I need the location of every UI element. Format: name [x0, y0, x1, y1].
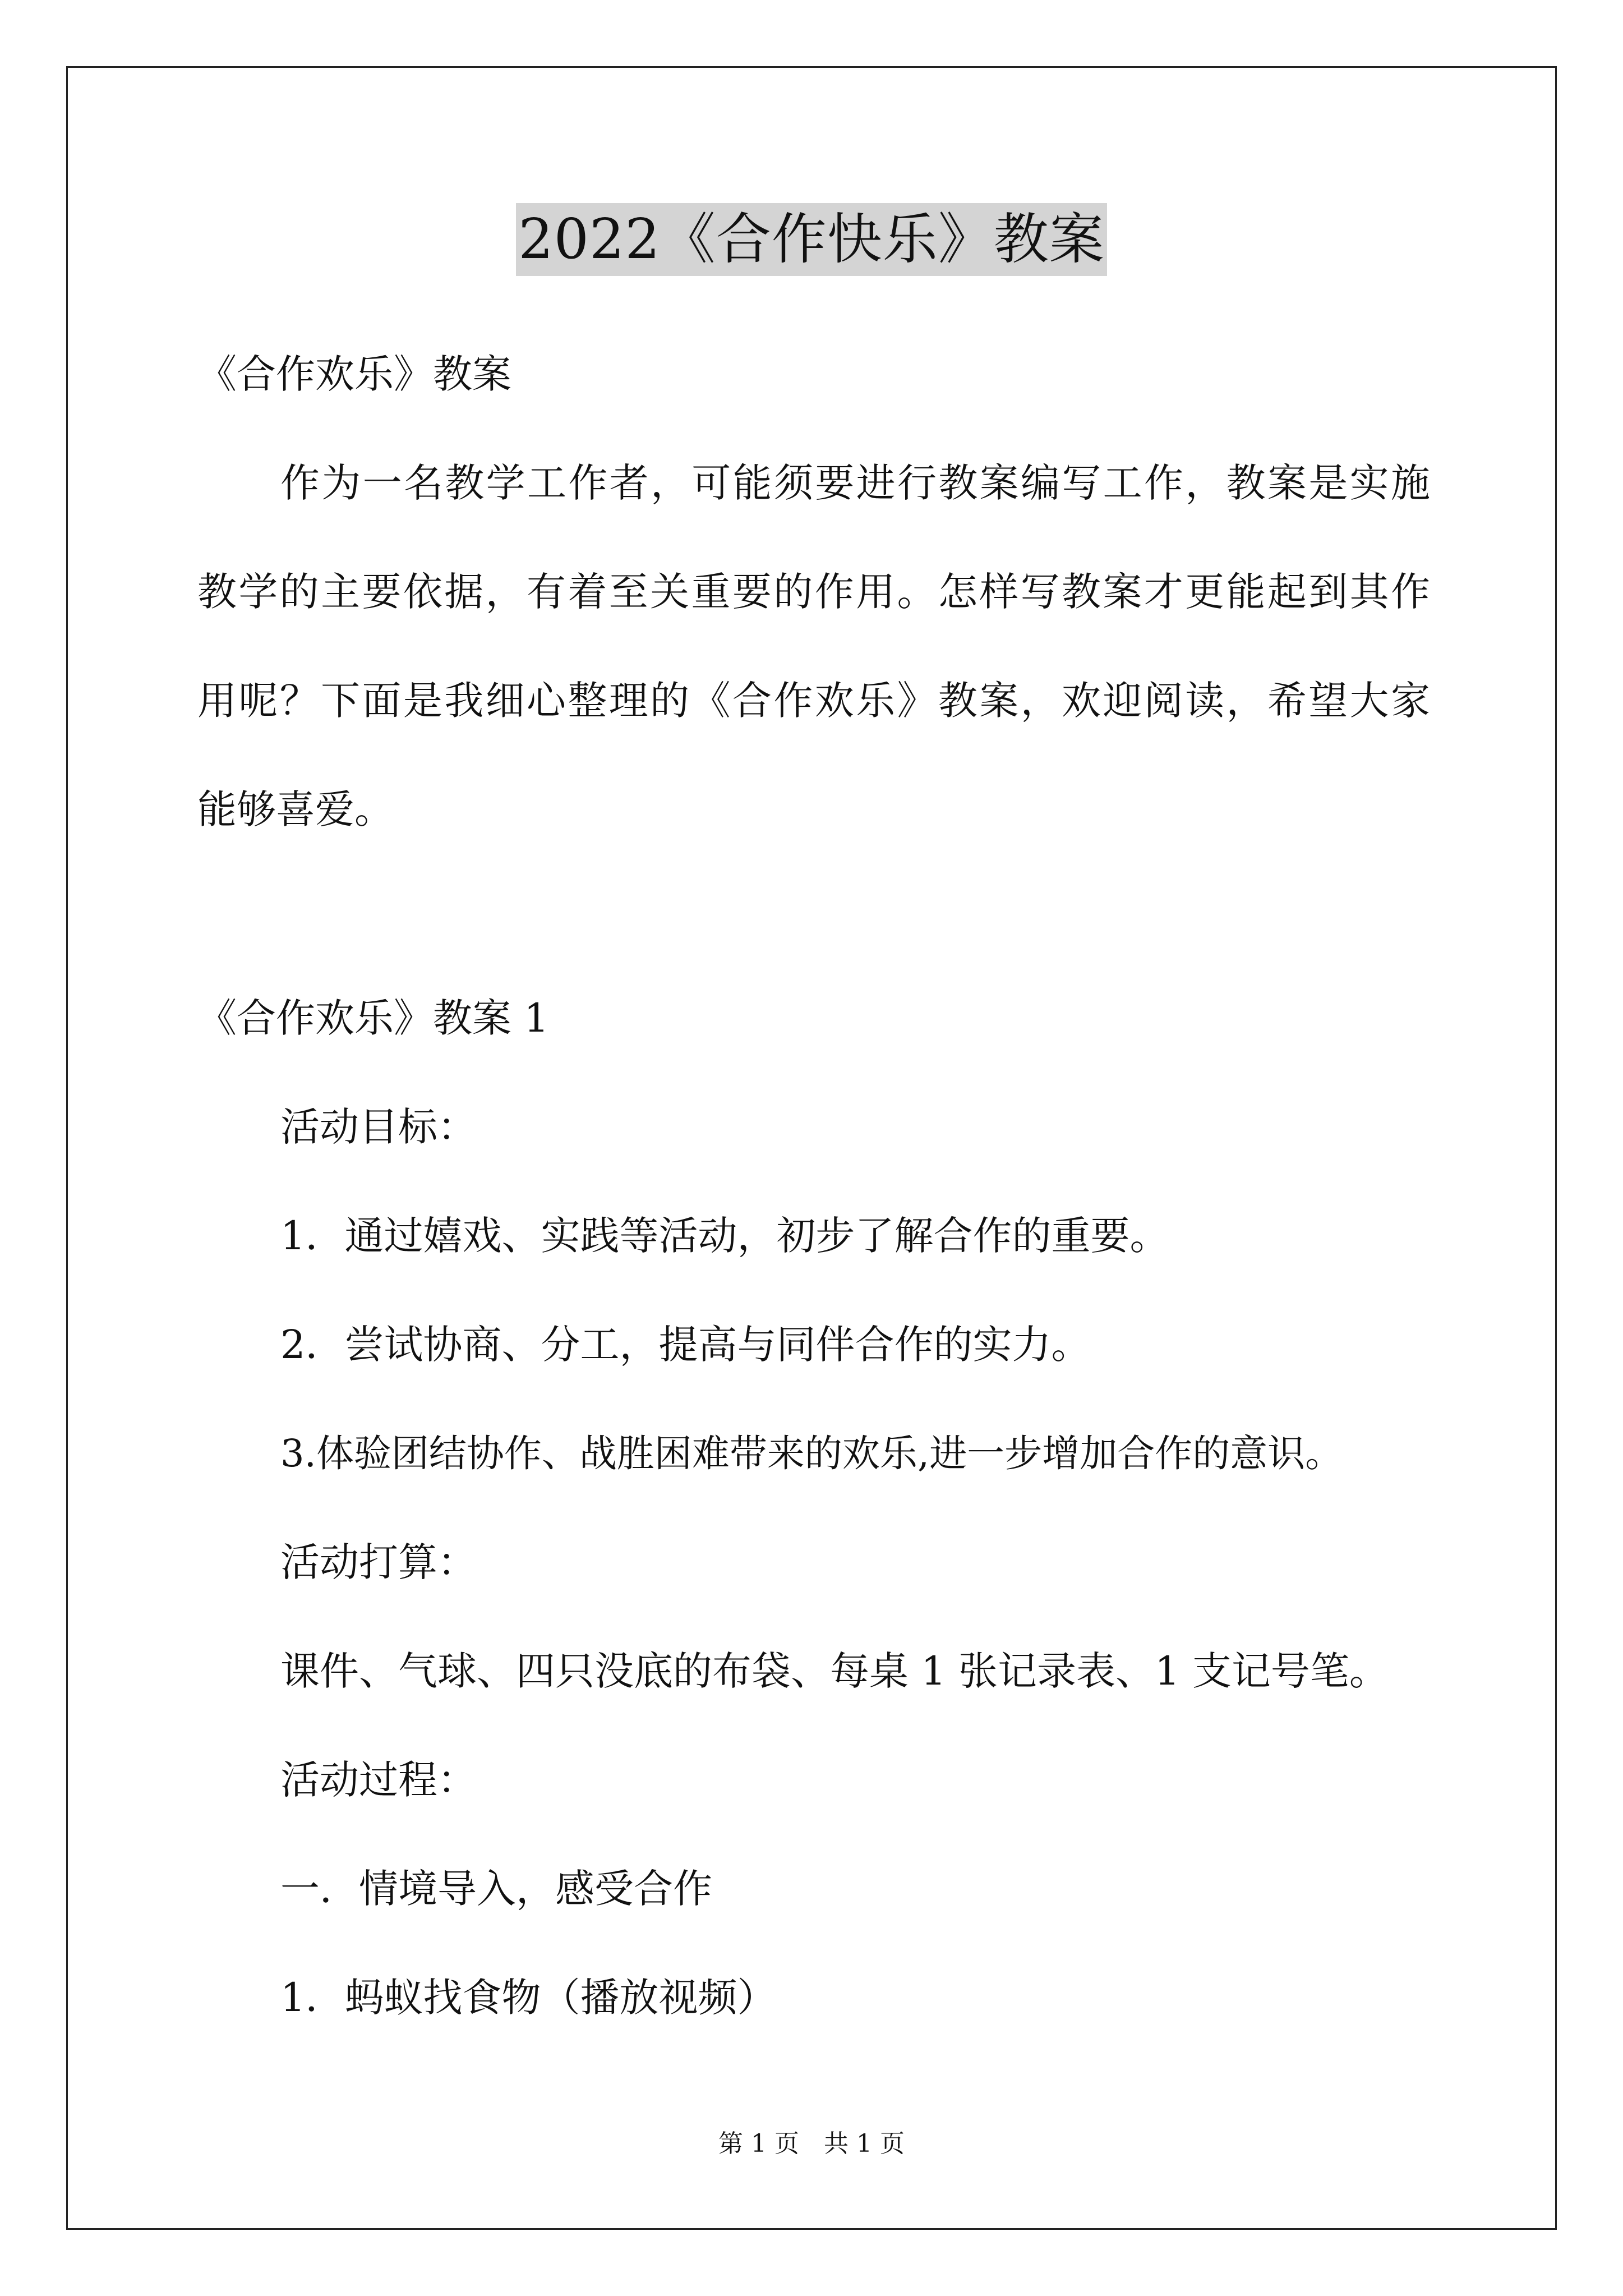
body-line-1: 活动目标：: [280, 1104, 477, 1150]
intro-line-2: 教学的主要依据，有着至关重要的作用。怎样写教案才更能起到其作: [197, 569, 1430, 615]
body-line-7: 活动过程：: [280, 1757, 477, 1803]
body-line-8: 一．情境导入，感受合作: [280, 1866, 712, 1912]
body-line-4: 3.体验团结协作、战胜困难带来的欢乐,进一步增加合作的意识。: [280, 1432, 1343, 1475]
body-line-5: 活动打算：: [280, 1539, 477, 1585]
body-line-2: 1．通过嬉戏、实践等活动，初步了解合作的重要。: [280, 1213, 1169, 1259]
body-line-3: 2．尝试协商、分工，提高与同伴合作的实力。: [280, 1322, 1091, 1368]
intro-line-3: 用呢？下面是我细心整理的《合作欢乐》教案，欢迎阅读，希望大家: [197, 678, 1430, 724]
intro-line-4: 能够喜爱。: [197, 786, 394, 832]
subtitle: 《合作欢乐》教案: [197, 351, 511, 397]
body-line-6: 课件、气球、四只没底的布袋、每桌 1 张记录表、1 支记号笔。: [280, 1648, 1389, 1694]
page-footer: 第 1 页 共 1 页: [718, 2129, 905, 2158]
section-heading: 《合作欢乐》教案 1: [197, 995, 549, 1041]
document-title: 2022《合作快乐》教案: [516, 203, 1106, 276]
intro-line-1: 作为一名教学工作者，可能须要进行教案编写工作，教案是实施: [280, 460, 1430, 506]
title-container: [0, 203, 1623, 276]
body-line-9: 1．蚂蚁找食物（播放视频）: [280, 1975, 777, 2021]
